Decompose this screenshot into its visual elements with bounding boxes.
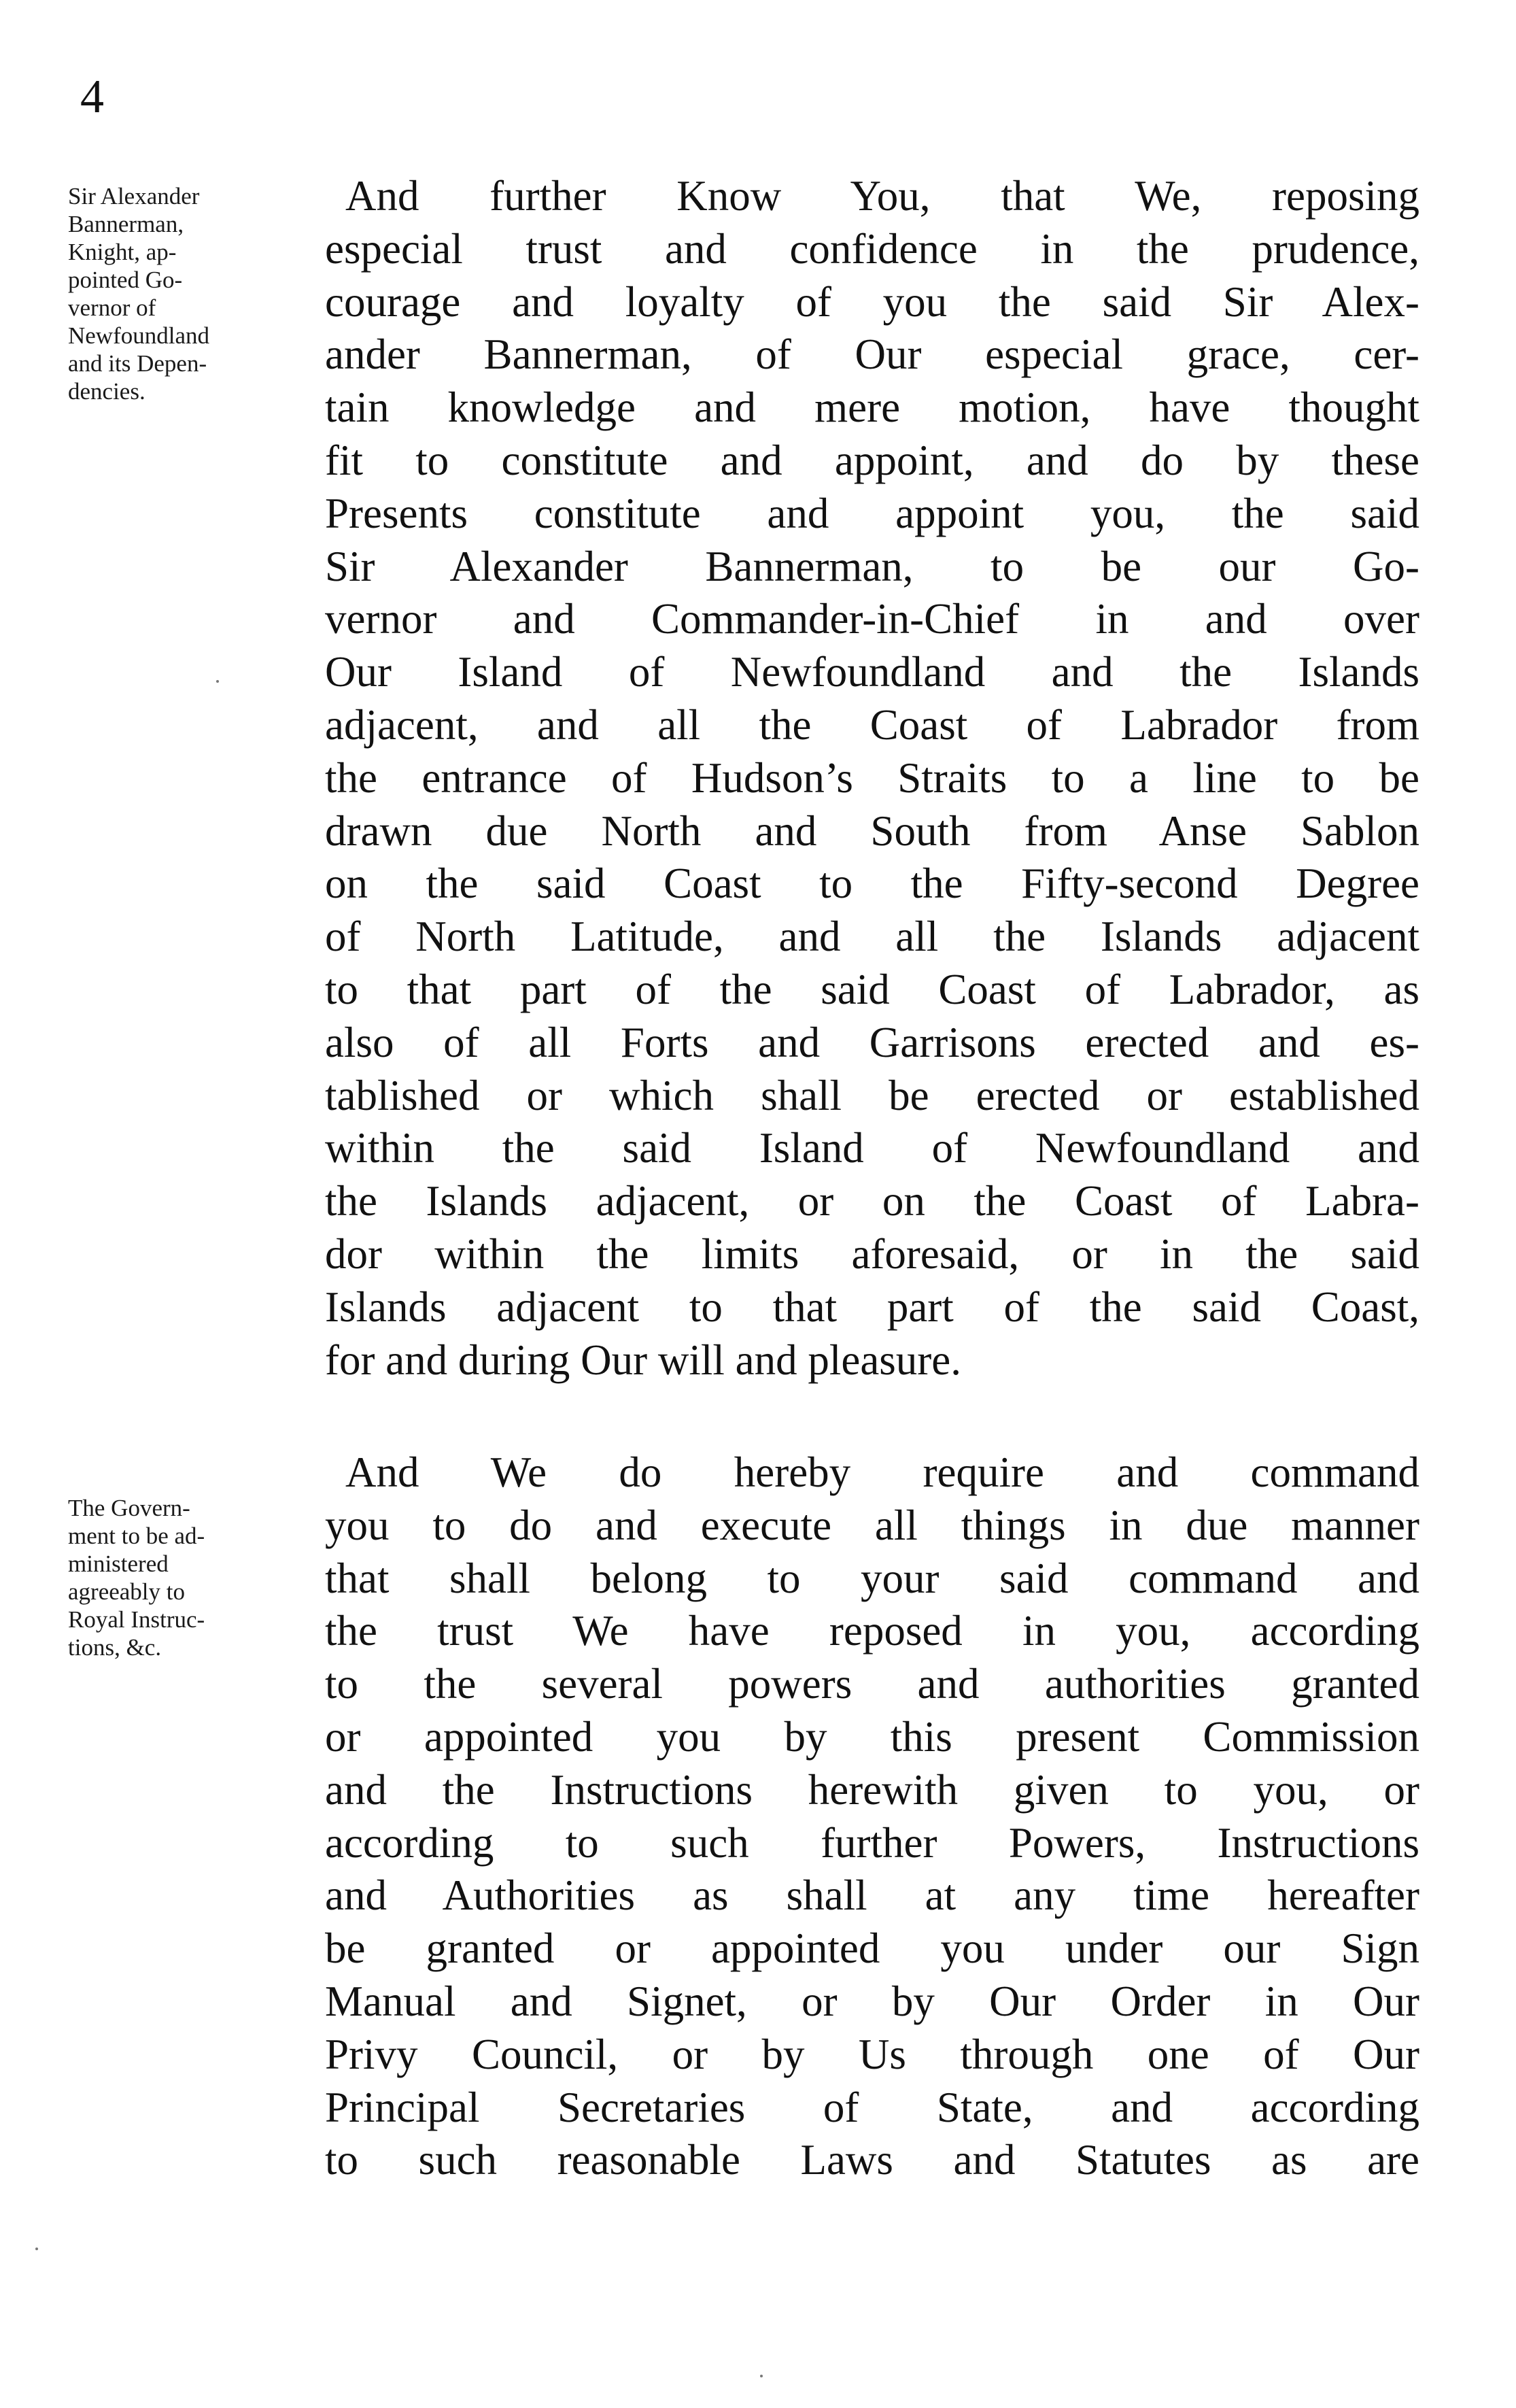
text-line: of North Latitude, and all the Islands adjacent [325,913,1419,961]
margin-note-line: vernor of [68,294,156,321]
margin-note-line: pointed Go- [68,267,183,293]
margin-note-line: The Govern- [68,1495,190,1521]
text-line: vernor and Commander-in-Chief in and over [325,595,1419,643]
margin-note-line: Newfoundland [68,322,210,349]
text-line: to the several powers and authorities granted [325,1660,1419,1708]
margin-note-line: Sir Alexander [68,183,200,209]
margin-note-line: ministered [68,1550,169,1577]
body-paragraph-commission [325,170,1419,1387]
print-speck [35,2248,38,2250]
text-line: to such reasonable Laws and Statutes as are [325,2136,1419,2184]
text-line: and Authorities as shall at any time hereafter [325,1871,1419,1920]
text-line: tablished or which shall be erected or established [325,1071,1419,1119]
text-line: and the Instructions herewith given to you, or [325,1765,1419,1814]
text-line: the trust We have reposed in you, according [325,1607,1419,1655]
text-line: And We do hereby require and command [345,1448,1419,1496]
text-line: within the said Island of Newfoundland and [325,1124,1419,1172]
text-line: And further Know You, that We, reposing [345,172,1419,220]
text-line: fit to constitute and appoint, and do by these [325,436,1419,484]
text-line: Islands adjacent to that part of the said Coast, [325,1283,1419,1331]
text-line: especial trust and confidence in the prudence, [325,224,1419,273]
print-speck [760,2375,763,2377]
text-line: Our Island of Newfoundland and the Islands [325,648,1419,696]
margin-note-instructions [68,1494,326,1661]
text-line: tain knowledge and mere motion, have thought [325,384,1419,432]
text-line: the entrance of Hudson’s Straits to a line to be [325,753,1419,802]
margin-note-line: ment to be ad- [68,1523,205,1549]
margin-note-line: Bannerman, [68,211,184,237]
text-line: Principal Secretaries of State, and according [325,2083,1419,2131]
text-line: ander Bannerman, of Our especial grace, cer- [325,330,1419,379]
text-line: that shall belong to your said command and [325,1554,1419,1602]
text-line: for and during Our will and pleasure. [325,1336,961,1384]
text-line: dor within the limits aforesaid, or in the said [325,1230,1419,1278]
page-number: 4 [80,71,104,123]
text-line: also of all Forts and Garrisons erected and es- [325,1018,1419,1066]
text-line: according to such further Powers, Instructions [325,1818,1419,1867]
text-line: Sir Alexander Bannerman, to be our Go- [325,542,1419,590]
text-line: courage and loyalty of you the said Sir Alex- [325,277,1419,326]
text-line: the Islands adjacent, or on the Coast of Labra- [325,1177,1419,1225]
text-line: you to do and execute all things in due manner [325,1501,1419,1549]
margin-note-appointment [68,182,326,405]
text-line: adjacent, and all the Coast of Labrador from [325,700,1419,749]
text-line: Manual and Signet, or by Our Order in Our [325,1977,1419,2025]
text-line: be granted or appointed you under our Sign [325,1924,1419,1973]
text-line: Privy Council, or by Us through one of Our [325,2030,1419,2078]
margin-note-line: and its Depen- [68,350,207,377]
text-line: to that part of the said Coast of Labrador, as [325,965,1419,1013]
text-line: Presents constitute and appoint you, the said [325,489,1419,537]
margin-note-line: tions, &c. [68,1634,162,1661]
margin-note-line: Knight, ap- [68,239,177,265]
text-line: drawn due North and South from Anse Sablon [325,807,1419,855]
text-line: or appointed you by this present Commission [325,1712,1419,1761]
text-line: on the said Coast to the Fifty-second Degree [325,860,1419,908]
print-speck [216,680,219,683]
body-paragraph-command [325,1446,1419,2187]
margin-note-line: agreeably to [68,1578,185,1605]
margin-note-line: dencies. [68,378,145,405]
margin-note-line: Royal Instruc- [68,1606,205,1633]
